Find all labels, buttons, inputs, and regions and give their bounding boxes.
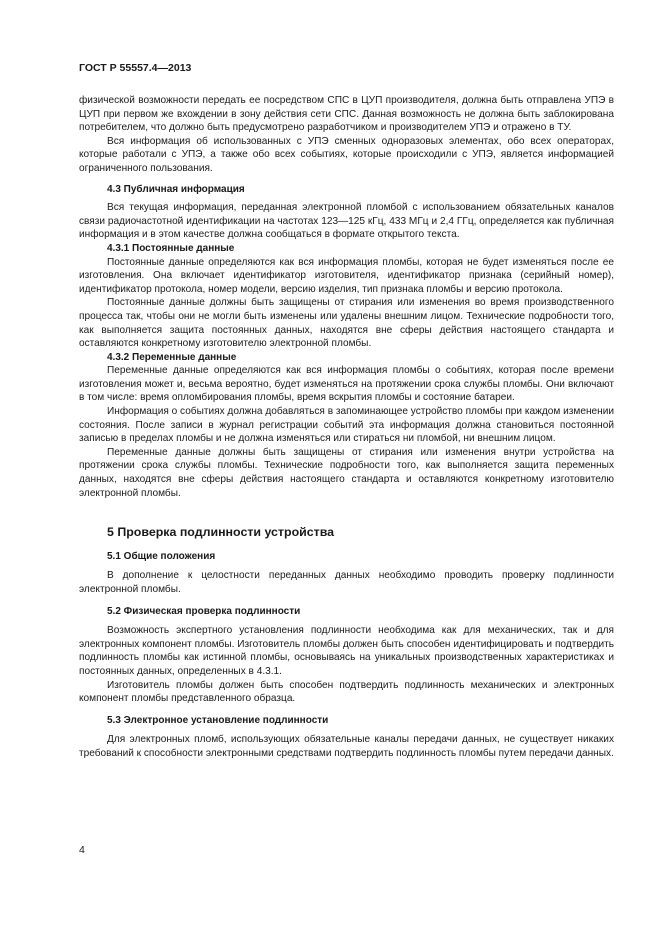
document-body bbox=[79, 94, 614, 761]
section-heading-4-3-1: 4.3.1 Постоянные данные bbox=[107, 242, 235, 254]
paragraph: Постоянные данные должны быть защищены от стирания или изменения во время производственного процесса так, чтобы они не могли быть изменены или удалены внешним лицом. Технические подробности того, как выполняется защита постоянных данных, находятся вне сферы действия настоящего стандарта и оставляются конкретному изготовителю электронной пломбы. bbox=[79, 297, 614, 350]
paragraph: физической возможности передать ее посредством СПС в ЦУП производителя, должна быть отправлена УПЭ в ЦУП при первом же вхождении в зону действия сети СПС. Данная возможность не должна быть заблокирована потребителем, что должно быть предусмотрено разработчиком и производителем УПЭ и отражено в ТУ. bbox=[79, 95, 614, 134]
paragraph: Информация о событиях должна добавляться в запоминающее устройство пломбы при каждом изменении состояния. После записи в журнал регистрации событий эта информация должна становиться постоянной записью в пределах пломбы и не должна изменяться или стираться ни пломбой, ни внешним лицом. bbox=[79, 406, 614, 445]
paragraph: Возможность экспертного установления подлинности необходима как для механических, так и для электронных компонент пломбы. Изготовитель пломбы должен быть способен идентифицировать и подтвердить подлинность пломбы как истинной пломбы, основываясь на уникальных производственных характеристиках и постоянных данных, определенных в 4.3.1. bbox=[79, 625, 614, 677]
paragraph: Изготовитель пломбы должен быть способен подтвердить подлинность механических и электронных компонент пломбы представленного образца. bbox=[79, 679, 614, 705]
section-heading-5-1: 5.1 Общие положения bbox=[107, 550, 216, 562]
section-heading-5-2: 5.2 Физическая проверка подлинности bbox=[107, 605, 301, 617]
section-heading-4-3-2: 4.3.2 Переменные данные bbox=[107, 351, 237, 363]
paragraph: В дополнение к целостности переданных данных необходимо проводить проверку подлинности электронной пломбы. bbox=[79, 570, 614, 595]
section-heading-4-3: 4.3 Публичная информация bbox=[107, 183, 245, 195]
section-heading-5-3: 5.3 Электронное установление подлинности bbox=[107, 714, 329, 726]
page-number: 4 bbox=[79, 844, 85, 856]
paragraph: Переменные данные определяются как вся информация пломбы о событиях, которая после времени изготовления может и, весьма вероятно, будет изменяться на протяжении срока службы пломбы. Они включают в том числе: время опломбирования пломбы, время вскрытия пломбы и состояние батареи. bbox=[79, 365, 614, 404]
paragraph: Вся текущая информация, переданная электронной пломбой с использованием обязательных каналов связи радиочастотной идентификации на частотах 123—125 кГц, 433 МГц и 2,4 ГГц, определяется как публичная информация и в этом качестве должна сообщаться в формате открытого текста. bbox=[79, 202, 614, 241]
document-header: ГОСТ Р 55557.4—2013 bbox=[79, 62, 192, 74]
paragraph: Переменные данные должны быть защищены от стирания или изменения внутри устройства на протяжении срока службы пломбы. Технические подробности того, как выполняется защита переменных данных, находятся вне сферы действия настоящего стандарта и оставляются конкретному изготовителю электронной пломбы. bbox=[79, 446, 614, 499]
section-heading-5: 5 Проверка подлинности устройства bbox=[107, 525, 335, 540]
paragraph: Для электронных пломб, использующих обязательные каналы передачи данных, не существует никаких требований к способности электронными средствами подтвердить подлинность пломбы путем передачи данных. bbox=[79, 734, 614, 759]
paragraph: Постоянные данные определяются как вся информация пломбы, которая не будет изменяться после ее изготовления. Она включает идентификатор изготовителя, идентификатор признака (серийный номер), идентификатор протокола, номер модели, версию изделия, тип признака пломбы и версию протокола. bbox=[79, 256, 614, 295]
paragraph: Вся информация об использованных с УПЭ сменных одноразовых элементах, обо всех операторах, которые работали с УПЭ, а также обо всех событиях, которые происходили с УПЭ, является информацией ограниченного пользования. bbox=[79, 135, 614, 174]
